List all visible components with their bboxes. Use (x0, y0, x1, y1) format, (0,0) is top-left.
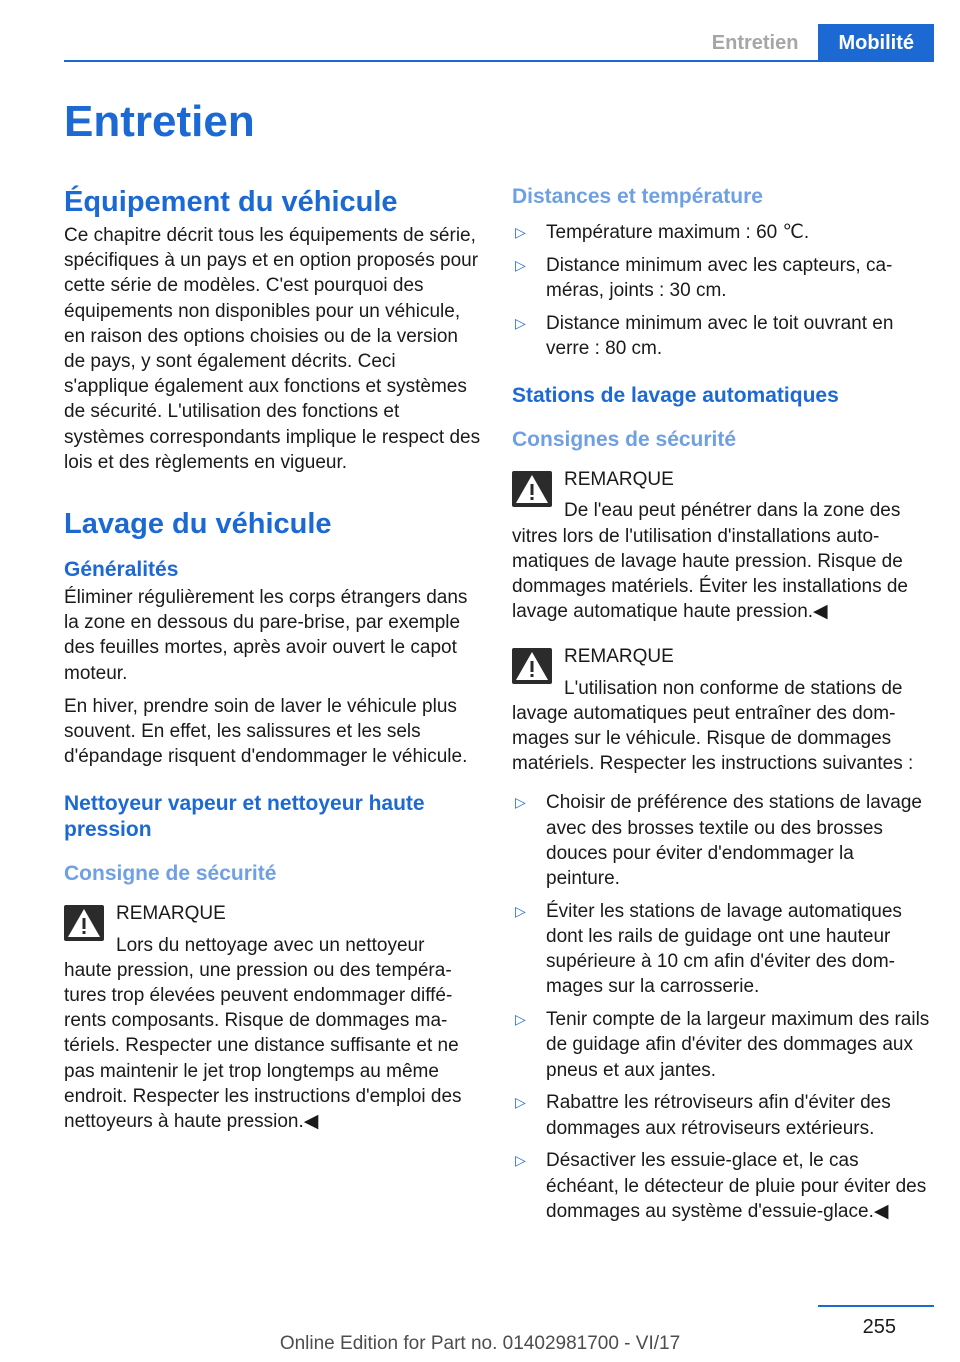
heading-car-wash-stations: Stations de lavage automatiques (512, 384, 839, 408)
paragraph-equipment: Ce chapitre décrit tous les équipements de série, spécifiques à un pays et en option proposés pour cette série de modèles. C'est pourquoi des équipements non disponibles pour un véhicule, en raison des options choisies ou de la version de pays, y sont également décrits. Ceci s'applique également aux fonctions et systèmes de sécurité. L'utilisation des fonctions et systèmes correspondants implique le respect des lois et des règlements en vigueur. (64, 225, 481, 473)
page-number: 255 (862, 1316, 896, 1338)
chapter-tabs (692, 24, 934, 62)
right-column (512, 184, 932, 1224)
list-item: ▷ Distance minimum avec les capteurs, caméras, joints : 30 cm. (515, 254, 893, 301)
bullet-triangle-icon: ▷ (515, 224, 526, 240)
warning-text-first: De l'eau peut pénétrer dans la zone des (564, 500, 901, 522)
bullet-triangle-icon: ▷ (515, 794, 526, 811)
bullet-triangle-icon: ▷ (515, 1094, 526, 1111)
warning-triangle-icon (64, 905, 104, 941)
footer-edition: Online Edition for Part no. 01402981700 - VI/17 (279, 1333, 681, 1354)
list-item: ▷ Désactiver les essuie-glace et, le cas échéant, le détecteur de pluie pour éviter des dommages au système d'essuie-glace.◀ (515, 1150, 927, 1222)
heading-vehicle-washing: Lavage du véhicule (64, 508, 332, 541)
footer-divider (818, 1305, 934, 1307)
warning-text: haute pression, une pression ou des températures trop élevées peuvent endommager différents composants. Risque de dommages matériels. Respecter une distance suffisante et ne pas maintenir le jet trop longtemps au même endroit. Respecter les instructions d'emploi des nettoyeurs à haute pression.◀ (64, 959, 462, 1133)
page-title: Entretien (64, 97, 255, 146)
bullet-triangle-icon: ▷ (515, 314, 526, 331)
warning-text: lavage automatiques peut entraîner des dommages sur le véhicule. Risque de dommages matériels. Respecter les instructions suivantes : (512, 702, 914, 775)
paragraph-general-2: En hiver, prendre soin de laver le véhicule plus souvent. En effet, les salissures et les sels d'épandage risquent d'endommager le véhicule. (64, 695, 468, 768)
warning-text-first: Lors du nettoyage avec un nettoyeur (116, 934, 425, 956)
heading-distances: Distances et température (512, 185, 763, 208)
warning-title: REMARQUE (116, 903, 226, 925)
warning-triangle-icon (512, 471, 552, 507)
bullet-triangle-icon: ▷ (515, 1011, 526, 1028)
list-item: ▷ Éviter les stations de lavage automatiques dont les rails de guidage ont une hauteur supérieure à 10 cm afin d'éviter des dommages sur la carrosserie. (515, 900, 902, 998)
tab-entretien[interactable]: Entretien (711, 32, 799, 54)
tab-mobilite[interactable]: Mobilité (818, 24, 934, 62)
heading-safety-notes: Consignes de sécurité (512, 428, 737, 452)
heading-steam-cleaner: Nettoyeur vapeur et nettoyeur haute pression (64, 792, 425, 842)
heading-general: Généralités (64, 558, 179, 582)
list-item: ▷ Tenir compte de la largeur maximum des rails de guidage afin d'éviter des dommages aux pneus et aux jantes. (515, 1009, 930, 1081)
list-item: ▷ Distance minimum avec le toit ouvrant en verre : 80 cm. (515, 312, 894, 359)
warning-block (64, 901, 482, 1134)
warning-text: vitres lors de l'utilisation d'installations automatiques de lavage haute pression. Risque de dommages matériels. Éviter les installations de lavage automatique haute pression.◀ (512, 525, 909, 623)
distances-list (512, 220, 932, 361)
warning-triangle-icon (512, 648, 552, 684)
warning-text-first: L'utilisation non conforme de stations de (564, 677, 903, 699)
bullet-triangle-icon: ▷ (515, 902, 526, 919)
left-column (64, 183, 482, 1134)
warning-block-2 (512, 644, 932, 776)
list-item: ▷ Choisir de préférence des stations de lavage avec des brosses textile ou des brosses douces pour éviter d'endommager la peinture. (515, 792, 923, 890)
warning-title: REMARQUE (564, 469, 674, 491)
heading-equipment: Équipement du véhicule (64, 186, 398, 218)
heading-safety-note: Consigne de sécurité (64, 862, 277, 886)
list-item: ▷ Rabattre les rétroviseurs afin d'éviter des dommages aux rétroviseurs extérieurs. (515, 1092, 891, 1139)
bullet-triangle-icon: ▷ (515, 256, 526, 273)
warning-block-1 (512, 467, 932, 624)
warning-title: REMARQUE (564, 646, 674, 668)
list-item: ▷ Température maximum : 60 ℃. (512, 220, 932, 245)
header-divider (64, 60, 934, 62)
car-wash-instructions-list (512, 790, 932, 1224)
paragraph-general-1: Éliminer régulièrement les corps étrangers dans la zone en dessous du pare-brise, par exemple des feuilles mortes, après avoir ouvert le capot moteur. (64, 587, 468, 684)
bullet-triangle-icon: ▷ (515, 1152, 526, 1169)
